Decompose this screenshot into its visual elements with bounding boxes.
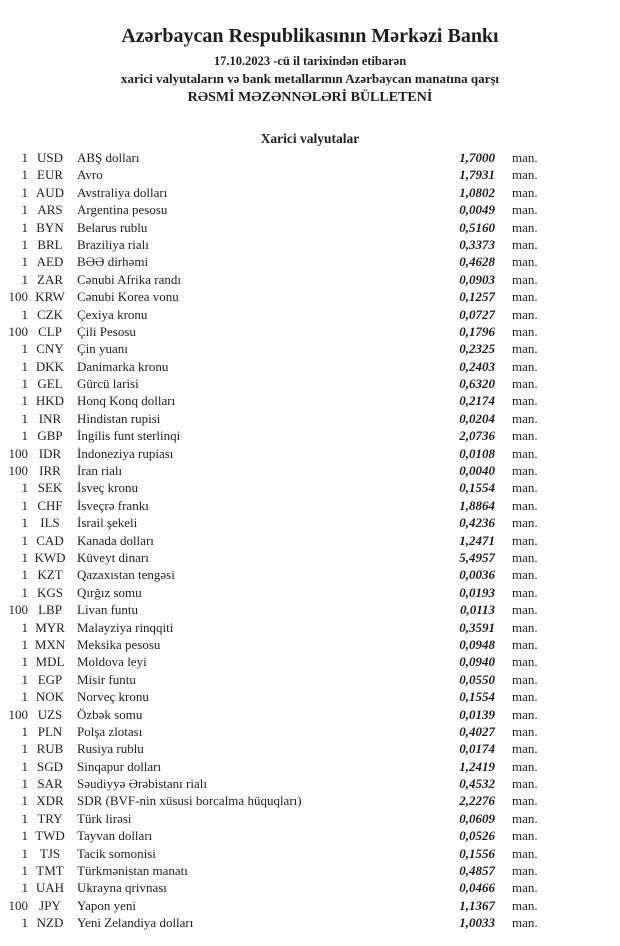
rate-row [0, 427, 620, 444]
rate-row [0, 532, 620, 549]
currency-quantity: 1 [21, 776, 28, 792]
rate-row [0, 914, 620, 931]
currency-code: NZD [36, 915, 64, 931]
unit-label: man. [512, 689, 538, 705]
currency-name: Avstraliya dolları [77, 184, 168, 200]
currency-quantity: 1 [21, 497, 28, 513]
currency-name: Cənubi Korea vonu [77, 289, 179, 305]
rate-row [0, 149, 620, 166]
bulletin-title: RƏSMİ MƏZƏNNƏLƏRİ BÜLLETENİ [187, 90, 433, 105]
unit-label: man. [512, 810, 538, 826]
unit-label: man. [512, 602, 538, 618]
unit-label: man. [512, 515, 538, 531]
currency-quantity: 1 [21, 689, 28, 705]
unit-label: man. [512, 150, 538, 165]
currency-name: Danimarka kronu [77, 358, 169, 374]
rate-value: 1,0033 [459, 915, 495, 931]
currency-quantity: 1 [21, 167, 28, 183]
unit-label: man. [512, 567, 538, 583]
currency-name: Norveç kronu [77, 689, 149, 705]
currency-code: EUR [37, 167, 63, 183]
unit-label: man. [512, 167, 538, 183]
rate-row [0, 392, 620, 409]
currency-name: İran rialı [77, 463, 123, 479]
currency-code: KZT [37, 567, 63, 583]
rate-row [0, 827, 620, 844]
rate-row [0, 288, 620, 305]
rate-value: 0,0550 [459, 671, 495, 687]
unit-label: man. [512, 323, 538, 339]
currency-quantity: 1 [21, 619, 28, 635]
currency-name: İngilis funt sterlinqi [77, 428, 181, 444]
currency-code: INR [38, 410, 62, 426]
unit-label: man. [512, 202, 538, 218]
rate-value: 0,0040 [459, 463, 495, 479]
unit-label: man. [512, 219, 538, 235]
currency-quantity: 1 [21, 254, 28, 270]
currency-name: BƏƏ dirhəmi [77, 254, 149, 270]
unit-label: man. [512, 776, 538, 792]
section-title-foreign-currencies: Xarici valyutalar [260, 131, 360, 146]
rate-value: 0,3591 [459, 619, 495, 635]
currency-name: Moldova leyi [77, 654, 147, 670]
unit-label: man. [512, 828, 538, 844]
unit-label: man. [512, 654, 538, 670]
rate-value: 2,0736 [459, 428, 495, 444]
currency-code: KRW [35, 289, 65, 305]
unit-label: man. [512, 897, 538, 913]
unit-label: man. [512, 393, 538, 409]
rate-value: 0,0193 [459, 584, 495, 600]
currency-code: JPY [39, 897, 61, 913]
currency-code: ZAR [37, 271, 63, 287]
currency-code: ILS [40, 515, 60, 531]
currency-name: Türkmənistan manatı [77, 863, 188, 879]
currency-name: Meksika pesosu [77, 636, 161, 652]
currency-quantity: 100 [8, 897, 28, 913]
rate-row [0, 845, 620, 862]
rate-value: 0,0113 [459, 602, 495, 618]
currency-name: Polşa zlotası [77, 723, 143, 739]
currency-name: Malayziya rinqqiti [77, 619, 174, 635]
currency-quantity: 1 [21, 654, 28, 670]
currency-quantity: 1 [21, 532, 28, 548]
unit-label: man. [512, 341, 538, 357]
rate-value: 0,3373 [459, 236, 495, 252]
rate-row [0, 758, 620, 775]
currency-quantity: 1 [21, 741, 28, 757]
currency-code: CLP [38, 323, 62, 339]
currency-quantity: 1 [21, 567, 28, 583]
rate-value: 0,1796 [459, 323, 495, 339]
currency-quantity: 1 [21, 758, 28, 774]
currency-quantity: 1 [21, 271, 28, 287]
currency-quantity: 1 [21, 723, 28, 739]
rate-row [0, 601, 620, 618]
currency-name: Avro [77, 167, 103, 183]
currency-code: LBP [38, 602, 62, 618]
currency-code: TMT [36, 863, 64, 879]
rate-row [0, 253, 620, 270]
rate-value: 0,1554 [459, 480, 495, 496]
currency-code: SEK [37, 480, 63, 496]
unit-label: man. [512, 184, 538, 200]
currency-quantity: 1 [21, 828, 28, 844]
unit-label: man. [512, 463, 538, 479]
rate-row [0, 306, 620, 323]
rate-row [0, 445, 620, 462]
rate-value: 0,0108 [459, 445, 495, 461]
currency-quantity: 1 [21, 202, 28, 218]
unit-label: man. [512, 915, 538, 931]
currency-code: UAH [35, 880, 65, 896]
currency-name: Kanada dolları [77, 532, 154, 548]
rate-value: 0,0204 [459, 410, 495, 426]
rate-value: 0,0609 [459, 810, 495, 826]
rate-row [0, 879, 620, 896]
currency-code: DKK [35, 358, 65, 374]
currency-code: CZK [37, 306, 63, 322]
rate-value: 0,2174 [459, 393, 495, 409]
currency-name: Yapon yeni [77, 897, 136, 913]
currency-quantity: 100 [8, 445, 28, 461]
currency-quantity: 1 [21, 184, 28, 200]
currency-code: IDR [38, 445, 62, 461]
currency-code: NOK [35, 689, 65, 705]
currency-quantity: 100 [8, 602, 28, 618]
rate-row [0, 479, 620, 496]
currency-quantity: 1 [21, 341, 28, 357]
rate-row [0, 375, 620, 392]
unit-label: man. [512, 497, 538, 513]
currency-name: İsveçrə frankı [77, 497, 149, 513]
currency-code: TRY [37, 810, 63, 826]
rate-value: 1,7000 [459, 150, 495, 165]
rate-row [0, 323, 620, 340]
rate-value: 0,4236 [459, 515, 495, 531]
rate-row [0, 862, 620, 879]
currency-name: Sinqapur dolları [77, 758, 162, 774]
currency-name: Çili Pesosu [77, 323, 136, 339]
rate-row [0, 671, 620, 688]
unit-label: man. [512, 445, 538, 461]
rate-row [0, 619, 620, 636]
rate-row [0, 271, 620, 288]
rate-row [0, 584, 620, 601]
currency-name: İsrail şekeli [77, 515, 138, 531]
currency-quantity: 100 [8, 323, 28, 339]
effective-date-line: 17.10.2023 -cü il tarixindən etibarən [213, 54, 407, 68]
currency-quantity: 1 [21, 358, 28, 374]
currency-name: ABŞ dolları [77, 150, 140, 165]
rate-value: 2,2276 [459, 793, 495, 809]
currency-code: GEL [37, 376, 63, 392]
rate-value: 0,4532 [459, 776, 495, 792]
currency-name: İndoneziya rupiası [77, 445, 174, 461]
rate-row [0, 219, 620, 236]
unit-label: man. [512, 549, 538, 565]
unit-label: man. [512, 636, 538, 652]
currency-code: BYN [36, 219, 64, 235]
currency-quantity: 1 [21, 410, 28, 426]
currency-name: Belarus rublu [77, 219, 148, 235]
currency-quantity: 100 [8, 289, 28, 305]
currency-quantity: 1 [21, 671, 28, 687]
unit-label: man. [512, 584, 538, 600]
rate-value: 0,2325 [459, 341, 495, 357]
subtitle-line: xarici valyutaların və bank metallarının Azərbaycan manatına qarşı [120, 71, 500, 86]
currency-code: USD [36, 150, 63, 165]
currency-code: UZS [37, 706, 63, 722]
unit-label: man. [512, 410, 538, 426]
currency-code: KWD [34, 549, 66, 565]
currency-name: Yeni Zelandiya dolları [77, 915, 194, 931]
unit-label: man. [512, 428, 538, 444]
unit-label: man. [512, 758, 538, 774]
rate-row [0, 775, 620, 792]
currency-quantity: 1 [21, 150, 28, 165]
rate-row [0, 410, 620, 427]
rate-row [0, 236, 620, 253]
rate-value: 0,5160 [459, 219, 495, 235]
currency-name: Hindistan rupisi [77, 410, 161, 426]
currency-name: Misir funtu [77, 671, 136, 687]
rate-row [0, 723, 620, 740]
currency-quantity: 100 [8, 463, 28, 479]
currency-code: SGD [36, 758, 63, 774]
currency-code: IRR [39, 463, 61, 479]
unit-label: man. [512, 845, 538, 861]
rate-value: 1,8864 [459, 497, 495, 513]
unit-label: man. [512, 619, 538, 635]
currency-code: TJS [39, 845, 61, 861]
unit-label: man. [512, 863, 538, 879]
currency-quantity: 1 [21, 376, 28, 392]
currency-code: MDL [35, 654, 65, 670]
rate-row [0, 340, 620, 357]
rate-value: 1,2471 [459, 532, 495, 548]
bulletin-header [0, 24, 620, 107]
currency-code: BRL [37, 236, 63, 252]
unit-label: man. [512, 706, 538, 722]
currency-code: RUB [36, 741, 64, 757]
unit-label: man. [512, 271, 538, 287]
currency-code: CNY [36, 341, 64, 357]
rate-row [0, 810, 620, 827]
unit-label: man. [512, 723, 538, 739]
currency-quantity: 1 [21, 306, 28, 322]
rate-value: 0,0948 [459, 636, 495, 652]
rate-value: 0,0940 [459, 654, 495, 670]
currency-name: İsveç kronu [77, 480, 139, 496]
rate-value: 0,0036 [459, 567, 495, 583]
currency-name: Tayvan dolları [77, 828, 153, 844]
currency-code: CHF [37, 497, 63, 513]
currency-quantity: 1 [21, 845, 28, 861]
currency-name: Braziliya rialı [77, 236, 149, 252]
rate-value: 1,2419 [459, 758, 495, 774]
rate-row [0, 740, 620, 757]
rate-row [0, 462, 620, 479]
rates-table [0, 149, 620, 932]
currency-quantity: 1 [21, 636, 28, 652]
currency-code: HKD [35, 393, 65, 409]
currency-name: Argentina pesosu [77, 202, 168, 218]
rate-value: 0,0049 [459, 202, 495, 218]
rate-value: 0,2403 [459, 358, 495, 374]
rate-row [0, 201, 620, 218]
currency-quantity: 1 [21, 549, 28, 565]
currency-code: ARS [37, 202, 63, 218]
currency-quantity: 1 [21, 219, 28, 235]
unit-label: man. [512, 306, 538, 322]
currency-name: Ukrayna qrivnası [77, 880, 167, 896]
rate-row [0, 497, 620, 514]
rate-value: 1,1367 [459, 897, 495, 913]
rate-value: 0,1257 [459, 289, 495, 305]
currency-name: Türk lirəsi [77, 810, 132, 826]
rate-value: 0,4857 [459, 863, 495, 879]
rate-row [0, 184, 620, 201]
rate-value: 0,0466 [459, 880, 495, 896]
currency-quantity: 1 [21, 480, 28, 496]
currency-quantity: 1 [21, 880, 28, 896]
unit-label: man. [512, 376, 538, 392]
currency-name: Çin yuanı [77, 341, 128, 357]
rate-value: 0,0727 [459, 306, 495, 322]
currency-quantity: 1 [21, 793, 28, 809]
rate-row [0, 358, 620, 375]
rate-value: 0,0139 [459, 706, 495, 722]
currency-code: MXN [34, 636, 66, 652]
currency-code: AED [36, 254, 64, 270]
unit-label: man. [512, 741, 538, 757]
currency-quantity: 1 [21, 915, 28, 931]
rate-row [0, 514, 620, 531]
unit-label: man. [512, 236, 538, 252]
unit-label: man. [512, 254, 538, 270]
rate-row [0, 897, 620, 914]
currency-name: Çexiya kronu [77, 306, 148, 322]
currency-code: XDR [36, 793, 64, 809]
currency-name: Rusiya rublu [77, 741, 144, 757]
rate-row [0, 706, 620, 723]
currency-quantity: 1 [21, 393, 28, 409]
rate-row [0, 792, 620, 809]
unit-label: man. [512, 358, 538, 374]
currency-code: CAD [36, 532, 64, 548]
currency-quantity: 1 [21, 863, 28, 879]
currency-name: Honq Konq dolları [77, 393, 176, 409]
currency-quantity: 100 [8, 706, 28, 722]
currency-name: Özbək somu [77, 706, 143, 722]
currency-quantity: 1 [21, 515, 28, 531]
currency-name: Küveyt dinarı [77, 549, 149, 565]
currency-quantity: 1 [21, 428, 28, 444]
rate-value: 0,6320 [459, 376, 495, 392]
currency-name: Cənubi Afrika randı [77, 271, 181, 287]
rate-row [0, 166, 620, 183]
currency-code: SAR [37, 776, 63, 792]
currency-name: Qazaxıstan tengəsi [77, 567, 175, 583]
rate-value: 0,4628 [459, 254, 495, 270]
currency-quantity: 1 [21, 810, 28, 826]
currency-code: AUD [35, 184, 65, 200]
currency-code: GBP [37, 428, 63, 444]
currency-name: Səudiyyə Ərəbistanı rialı [77, 776, 207, 792]
currency-code: PLN [37, 723, 63, 739]
rate-row [0, 566, 620, 583]
rate-value: 0,0174 [459, 741, 495, 757]
currency-code: KGS [36, 584, 63, 600]
unit-label: man. [512, 480, 538, 496]
currency-code: EGP [37, 671, 63, 687]
rate-row [0, 653, 620, 670]
rate-value: 0,0903 [459, 271, 495, 287]
currency-code: TWD [35, 828, 65, 844]
currency-name: Gürcü larisi [77, 376, 139, 392]
currency-name: Livan funtu [77, 602, 139, 618]
rate-value: 0,4027 [459, 723, 495, 739]
rate-value: 0,1554 [459, 689, 495, 705]
unit-label: man. [512, 532, 538, 548]
unit-label: man. [512, 671, 538, 687]
unit-label: man. [512, 289, 538, 305]
unit-label: man. [512, 793, 538, 809]
rate-value: 1,7931 [459, 167, 495, 183]
rate-row [0, 636, 620, 653]
rate-value: 5,4957 [459, 549, 495, 565]
rate-value: 1,0802 [459, 184, 495, 200]
bank-name-title: Azərbaycan Respublikasının Mərkəzi Bankı [121, 25, 499, 47]
rate-value: 0,1556 [459, 845, 495, 861]
currency-code: MYR [35, 619, 65, 635]
currency-name: Tacik somonisi [77, 845, 156, 861]
unit-label: man. [512, 880, 538, 896]
rate-value: 0,0526 [459, 828, 495, 844]
rate-row [0, 688, 620, 705]
currency-quantity: 1 [21, 584, 28, 600]
currency-name: Qırğız somu [77, 584, 142, 600]
currency-name: SDR (BVF-nin xüsusi borcalma hüquqları) [77, 793, 302, 809]
rate-row [0, 549, 620, 566]
currency-quantity: 1 [21, 236, 28, 252]
